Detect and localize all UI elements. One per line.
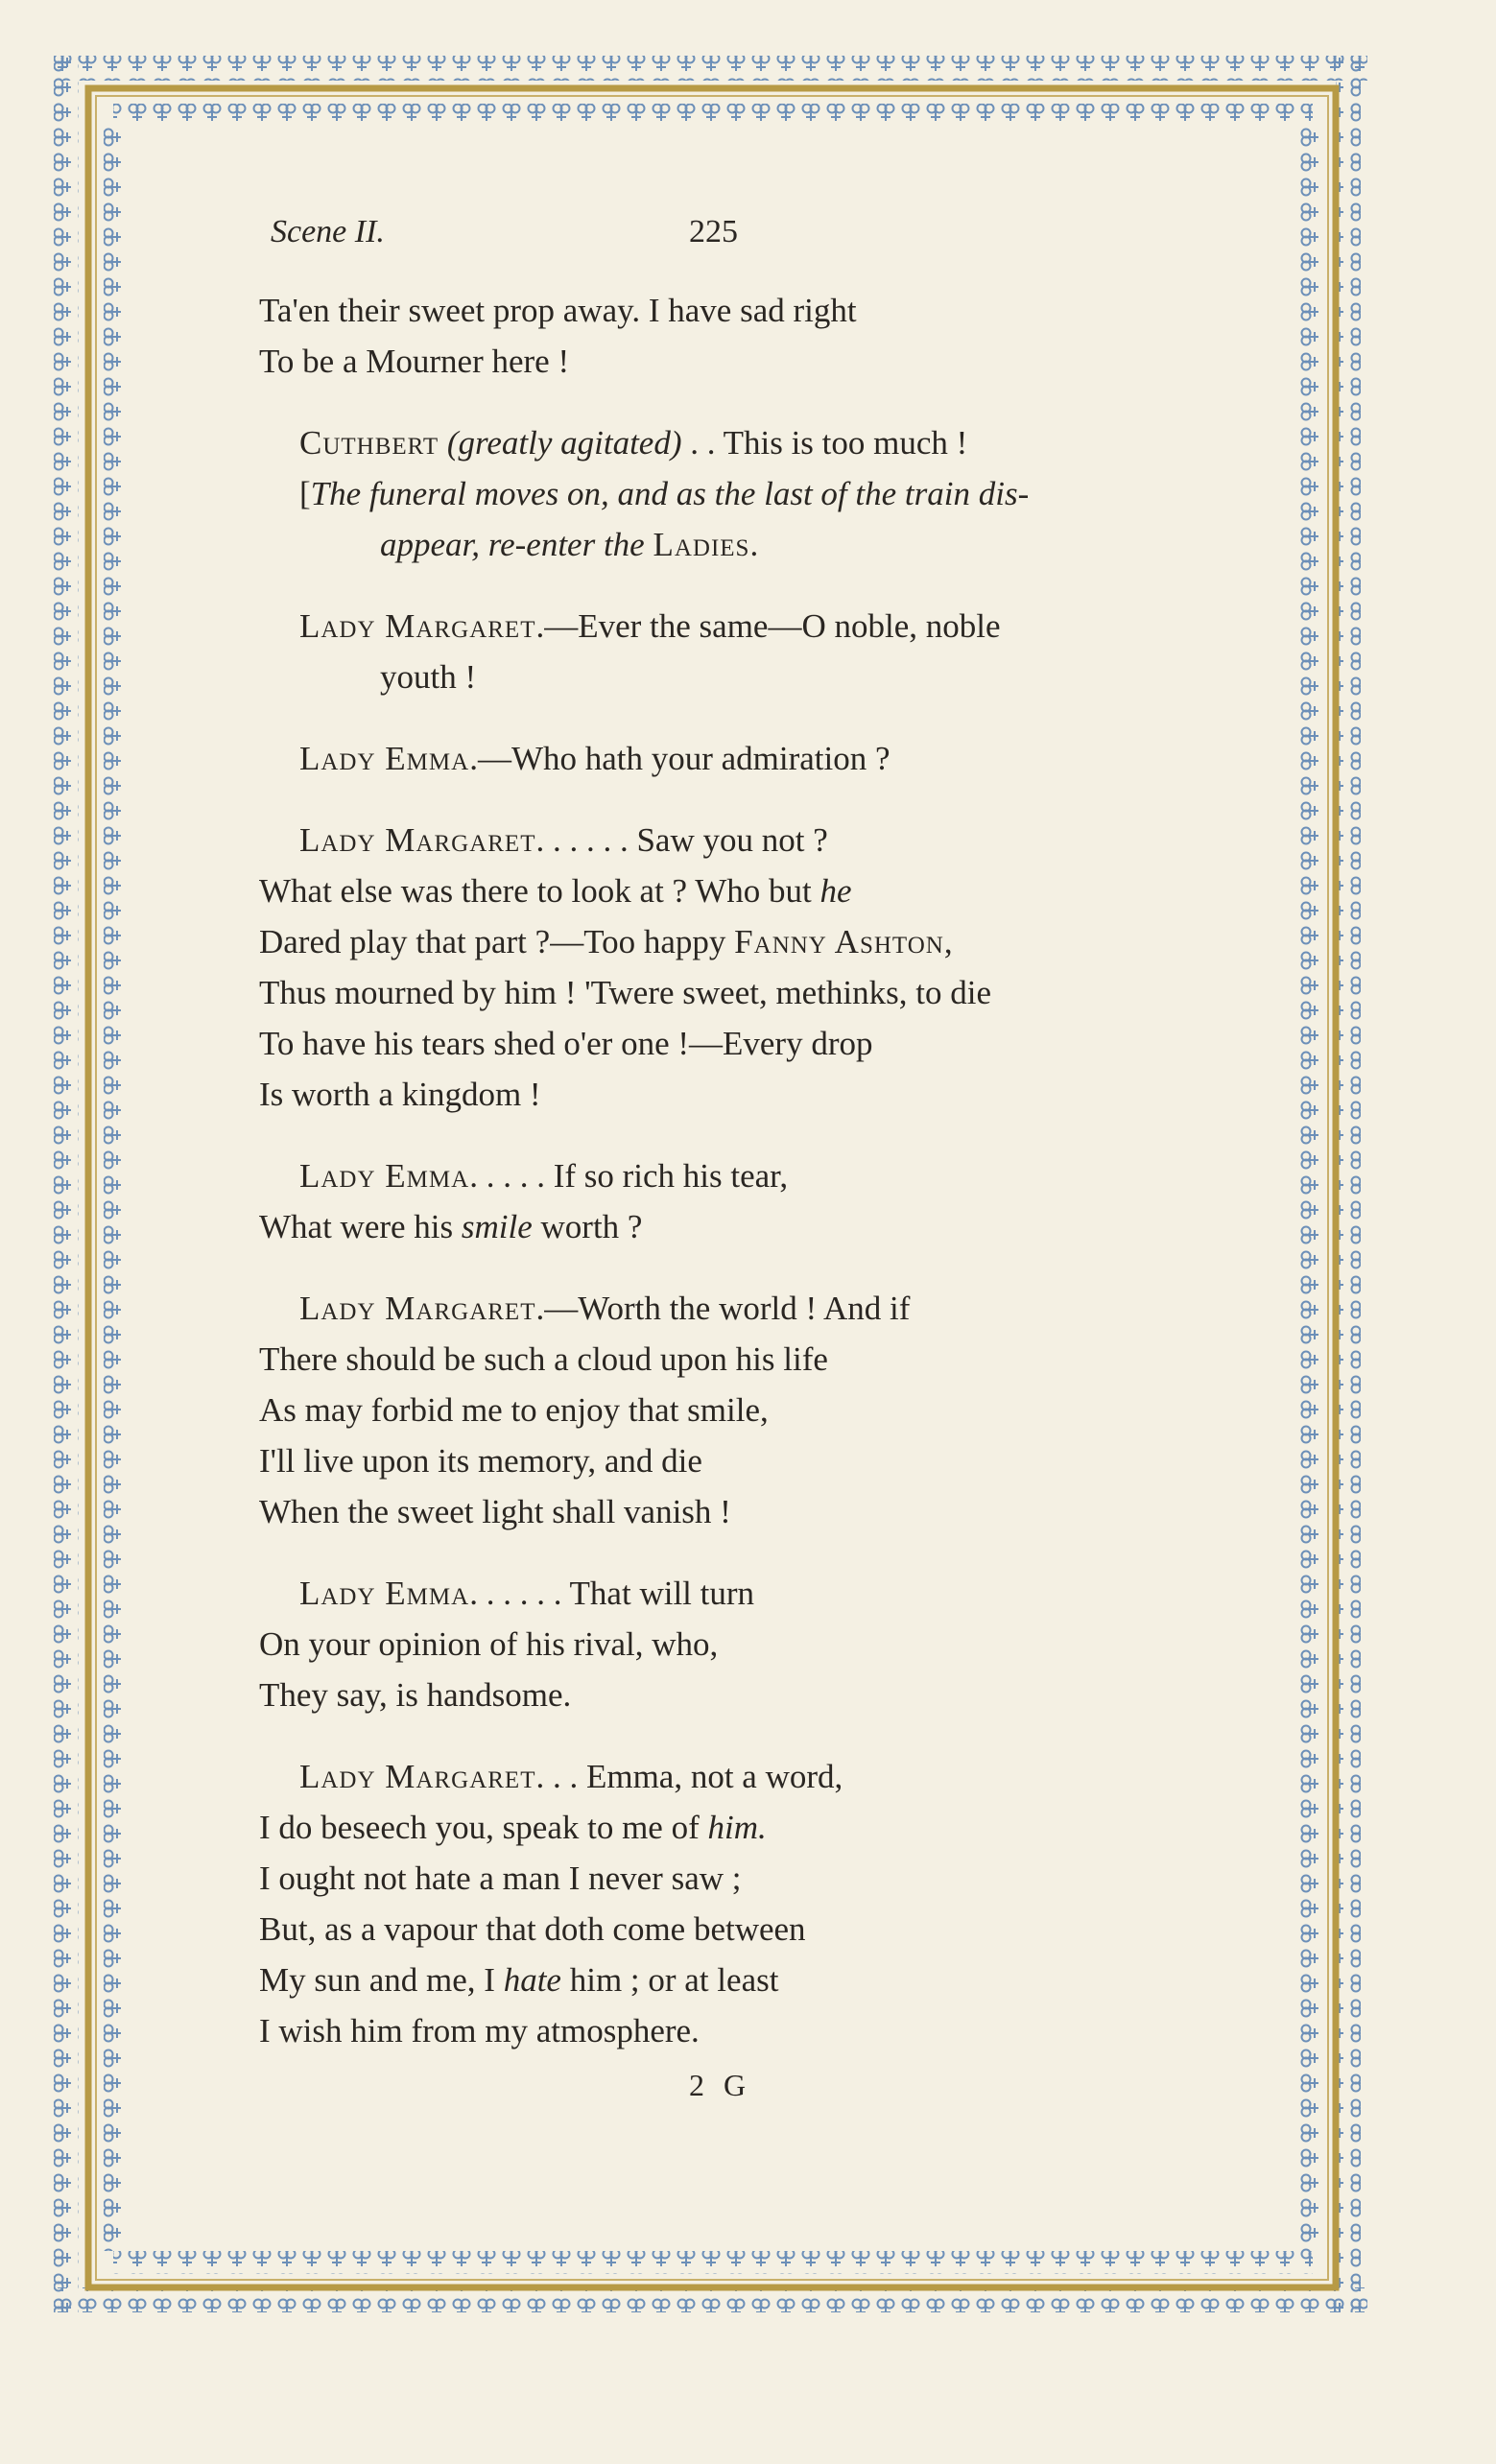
speech-line	[259, 815, 1219, 865]
stage-direction: The funeral moves on, and as the last of the train dis-	[310, 475, 1030, 512]
verse-line: I'll live upon its memory, and die	[259, 1442, 702, 1480]
emphasis: hate	[503, 1961, 561, 1999]
stage-direction: appear, re-enter the	[380, 526, 653, 563]
verse-line	[259, 1201, 1219, 1252]
speaker-name: Lady Emma	[299, 1575, 470, 1612]
speech-line	[259, 601, 1219, 652]
verse-text: I do beseech you, speak to me of	[259, 1809, 708, 1846]
stage-direction-line	[259, 519, 1219, 570]
speaker-name: Lady Margaret	[299, 1758, 536, 1795]
verse-text: Dared play that part ?—Too happy	[259, 923, 735, 960]
verse-text: What were his	[259, 1208, 462, 1245]
verse-line: I wish him from my atmosphere.	[259, 2012, 700, 2049]
verse-line: To have his tears shed o'er one !—Every drop	[259, 1025, 873, 1062]
signature-mark: 2 G	[689, 2068, 752, 2102]
speaker-name: Lady Emma	[299, 740, 470, 777]
verse-line	[259, 865, 1219, 916]
speech-text: . . This is too much !	[681, 424, 968, 462]
speech-text: . . . . . . Saw you not ?	[535, 821, 828, 859]
speaker-name: Lady Margaret	[299, 821, 536, 859]
speaker-name: Lady Emma	[299, 1157, 470, 1195]
character-name: Fanny Ashton	[734, 923, 944, 960]
speech-line	[259, 733, 1219, 784]
verse-line: Ta'en their sweet prop away. I have sad right	[259, 292, 857, 329]
verse-line: They say, is handsome.	[259, 1676, 572, 1714]
verse-line: But, as a vapour that doth come between	[259, 1910, 806, 1948]
speaker-name: Ladies	[653, 526, 750, 563]
emphasis: him.	[707, 1809, 767, 1846]
punctuation: .	[749, 526, 759, 563]
emphasis: he	[819, 872, 852, 910]
running-header	[259, 206, 1219, 264]
verse-text: My sun and me, I	[259, 1961, 504, 1999]
speaker-name: Lady Margaret	[299, 607, 536, 645]
speaker-name: Cuthbert	[299, 424, 439, 462]
speech-text: . . . . . . That will turn	[469, 1575, 755, 1612]
stage-direction-line	[259, 468, 1219, 519]
speech-text: . . . . . If so rich his tear,	[469, 1157, 789, 1195]
verse-line: youth !	[380, 658, 477, 696]
speech-line	[259, 417, 1219, 468]
verse-line: On your opinion of his rival, who,	[259, 1625, 719, 1663]
verse-line	[259, 1955, 1219, 2005]
verse-line: To be a Mourner here !	[259, 343, 570, 380]
speech-text: .—Worth the world ! And if	[535, 1290, 911, 1327]
verse-text: worth ?	[532, 1208, 643, 1245]
bracket: [	[299, 475, 311, 512]
emphasis: smile	[461, 1208, 533, 1245]
verse-line	[259, 1802, 1219, 1853]
verse-text: What else was there to look at ? Who but	[259, 872, 820, 910]
verse-line	[259, 916, 1219, 967]
speech-line	[259, 1568, 1219, 1619]
speech-text: .—Ever the same—O noble, noble	[535, 607, 1001, 645]
speaker-name: Lady Margaret	[299, 1290, 536, 1327]
speech-text: . . . Emma, not a word,	[535, 1758, 843, 1795]
speech-line	[259, 1150, 1219, 1201]
stage-direction: (greatly agitated)	[446, 424, 682, 462]
speech-text: .—Who hath your admiration ?	[469, 740, 890, 777]
speech-line	[259, 1751, 1219, 1802]
verse-line: Is worth a kingdom !	[259, 1076, 541, 1113]
verse-line: As may forbid me to enjoy that smile,	[259, 1391, 769, 1429]
speech-line	[259, 1283, 1219, 1334]
verse-line: When the sweet light shall vanish !	[259, 1493, 731, 1530]
verse-line: Thus mourned by him ! 'Twere sweet, methinks, to die	[259, 974, 992, 1011]
page-text	[259, 206, 1219, 2111]
verse-line: I ought not hate a man I never saw ;	[259, 1860, 742, 1897]
verse-text: him ; or at least	[560, 1961, 779, 1999]
page-number: 225	[689, 214, 738, 249]
verse-line: There should be such a cloud upon his life	[259, 1340, 828, 1378]
scene-heading: Scene II.	[271, 214, 385, 249]
punctuation: ,	[943, 923, 953, 960]
